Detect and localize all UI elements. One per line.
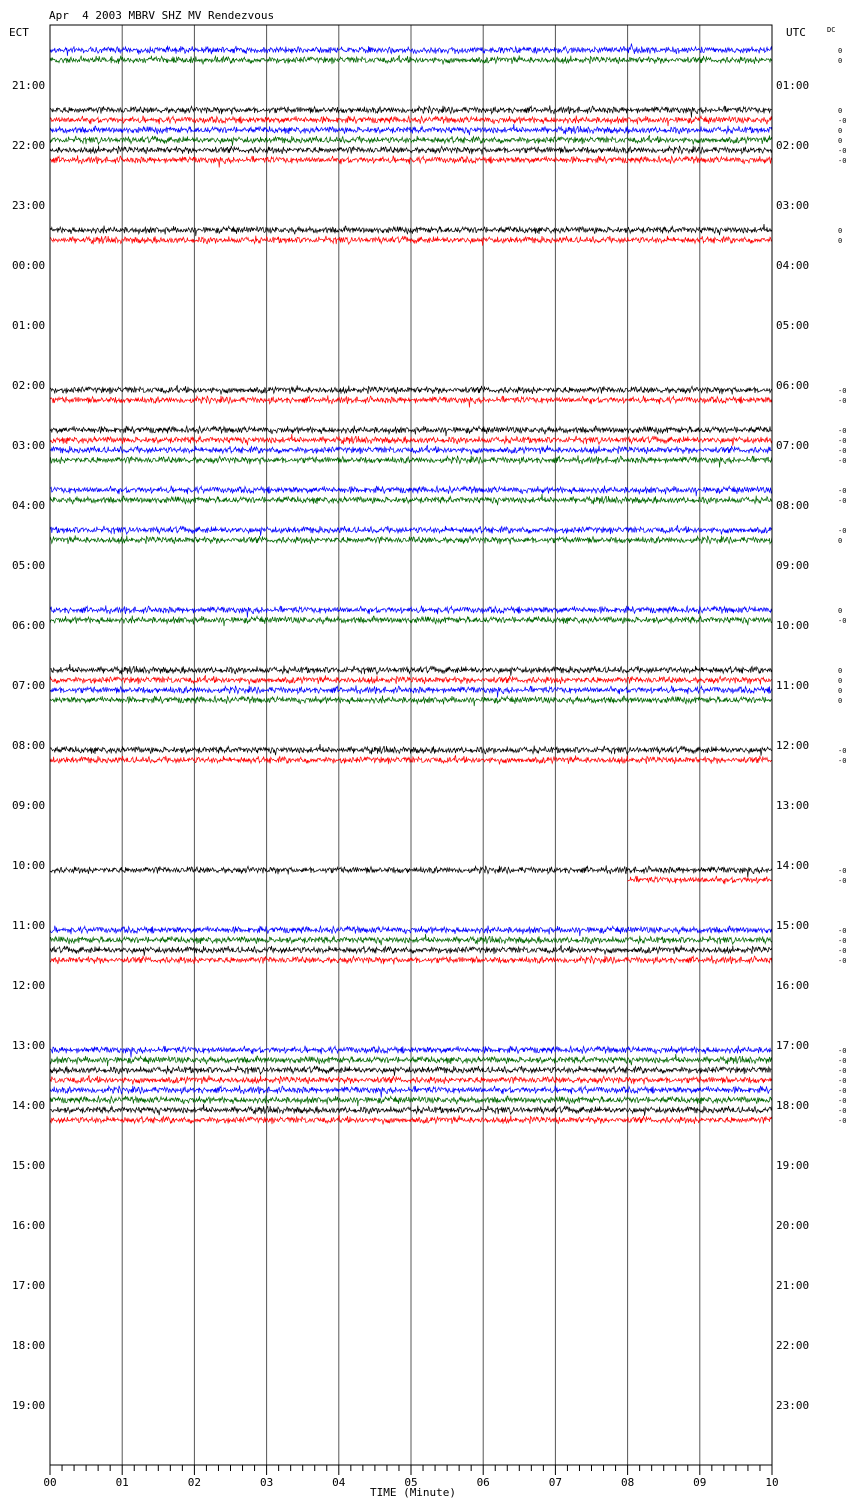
dc-offset-label: -0: [838, 387, 847, 395]
dc-offset-label: 0: [838, 687, 843, 695]
ect-hour-label: 14:00: [12, 1099, 46, 1112]
ect-hour-label: 04:00: [12, 499, 46, 512]
x-tick-label: 07: [548, 1476, 563, 1489]
dc-offset-label: 0: [838, 57, 843, 65]
dc-offset-label: -0: [838, 117, 847, 125]
utc-hour-label: 17:00: [776, 1039, 810, 1052]
ect-hour-label: 09:00: [12, 799, 46, 812]
dc-offset-label: -0: [838, 927, 847, 935]
utc-hour-label: 09:00: [776, 559, 810, 572]
ect-hour-label: 07:00: [12, 679, 46, 692]
dc-offset-label: -0: [838, 527, 847, 535]
dc-offset-label: 0: [838, 667, 843, 675]
dc-offset-label: -0: [838, 877, 847, 885]
dc-offset-label: -0: [838, 937, 847, 945]
dc-offset-label: -0: [838, 1087, 847, 1095]
utc-hour-label: 18:00: [776, 1099, 810, 1112]
dc-offset-label: -0: [838, 437, 847, 445]
ect-hour-label: 03:00: [12, 439, 46, 452]
dc-offset-label: 0: [838, 677, 843, 685]
utc-hour-label: 04:00: [776, 259, 810, 272]
x-tick-label: 06: [476, 1476, 490, 1489]
utc-hour-label: 15:00: [776, 919, 810, 932]
ect-hour-label: 16:00: [12, 1219, 46, 1232]
dc-offset-label: -0: [838, 947, 847, 955]
dc-offset-label: 0: [838, 137, 843, 145]
dc-offset-label: 0: [838, 47, 843, 55]
ect-hour-label: 10:00: [12, 859, 46, 872]
utc-hour-label: 03:00: [776, 199, 810, 212]
ect-hour-label: 21:00: [12, 79, 46, 92]
chart-title: Apr 4 2003 MBRV SHZ MV Rendezvous: [49, 9, 275, 22]
dc-offset-label: -0: [838, 617, 847, 625]
dc-offset-label: 0: [838, 537, 843, 545]
dc-offset-label: -0: [838, 397, 847, 405]
x-tick-label: 09: [693, 1476, 707, 1489]
ect-hour-label: 02:00: [12, 379, 46, 392]
dc-offset-label: 0: [838, 127, 843, 135]
dc-offset-label: -0: [838, 447, 847, 455]
ect-hour-label: 01:00: [12, 319, 46, 332]
dc-offset-label: -0: [838, 1057, 847, 1065]
ect-hour-label: 15:00: [12, 1159, 46, 1172]
x-tick-label: 02: [187, 1476, 202, 1489]
x-tick-label: 00: [43, 1476, 57, 1489]
utc-hour-label: 07:00: [776, 439, 810, 452]
dc-offset-label: -0: [838, 1107, 847, 1115]
ect-hour-label: 00:00: [12, 259, 46, 272]
dc-offset-label: -0: [838, 867, 847, 875]
utc-hour-label: 05:00: [776, 319, 810, 332]
dc-offset-label: 0: [838, 237, 843, 245]
utc-hour-label: 14:00: [776, 859, 810, 872]
ect-hour-label: 18:00: [12, 1339, 46, 1352]
x-tick-label: 01: [115, 1476, 129, 1489]
utc-hour-label: 22:00: [776, 1339, 810, 1352]
dc-offset-label: -0: [838, 157, 847, 165]
ect-axis-label: ECT: [9, 26, 29, 39]
utc-hour-label: 12:00: [776, 739, 810, 752]
dc-offset-label: -0: [838, 747, 847, 755]
utc-hour-label: 16:00: [776, 979, 810, 992]
utc-hour-label: 13:00: [776, 799, 810, 812]
ect-hour-label: 17:00: [12, 1279, 46, 1292]
ect-hour-label: 11:00: [12, 919, 46, 932]
ect-hour-label: 22:00: [12, 139, 46, 152]
dc-offset-label: 0: [838, 697, 843, 705]
ect-hour-label: 08:00: [12, 739, 46, 752]
ect-hour-label: 23:00: [12, 199, 46, 212]
utc-hour-label: 02:00: [776, 139, 810, 152]
ect-hour-label: 19:00: [12, 1399, 46, 1412]
ect-hour-label: 05:00: [12, 559, 46, 572]
x-axis-label: TIME (Minute): [369, 1486, 457, 1499]
utc-hour-label: 20:00: [776, 1219, 810, 1232]
x-tick-label: 08: [620, 1476, 635, 1489]
dc-offset-label: -0: [838, 497, 847, 505]
utc-hour-label: 21:00: [776, 1279, 810, 1292]
dc-offset-label: -0: [838, 457, 847, 465]
dc-header-label: DC: [827, 26, 836, 34]
dc-offset-label: 0: [838, 607, 843, 615]
utc-hour-label: 11:00: [776, 679, 810, 692]
dc-offset-label: 0: [838, 107, 843, 115]
x-tick-label: 05: [404, 1476, 418, 1489]
dc-offset-label: -0: [838, 487, 847, 495]
utc-hour-label: 08:00: [776, 499, 810, 512]
utc-hour-label: 01:00: [776, 79, 810, 92]
dc-offset-label: 0: [838, 227, 843, 235]
utc-hour-label: 10:00: [776, 619, 810, 632]
x-tick-label: 03: [259, 1476, 274, 1489]
ect-hour-label: 13:00: [12, 1039, 46, 1052]
dc-offset-label: -0: [838, 1097, 847, 1105]
x-tick-label: 04: [332, 1476, 346, 1489]
dc-offset-label: -0: [838, 427, 847, 435]
utc-axis-label: UTC: [786, 26, 806, 39]
utc-hour-label: 23:00: [776, 1399, 810, 1412]
dc-offset-label: -0: [838, 1077, 847, 1085]
axis-layer: [50, 1465, 772, 1475]
dc-offset-label: -0: [838, 757, 847, 765]
ect-hour-label: 12:00: [12, 979, 46, 992]
utc-hour-label: 19:00: [776, 1159, 810, 1172]
dc-offset-label: -0: [838, 147, 847, 155]
ect-hour-label: 06:00: [12, 619, 46, 632]
dc-offset-label: -0: [838, 1117, 847, 1125]
dc-offset-label: -0: [838, 1067, 847, 1075]
dc-offset-label: -0: [838, 957, 847, 965]
x-tick-label: 10: [765, 1476, 779, 1489]
dc-offset-label: -0: [838, 1047, 847, 1055]
utc-hour-label: 06:00: [776, 379, 810, 392]
